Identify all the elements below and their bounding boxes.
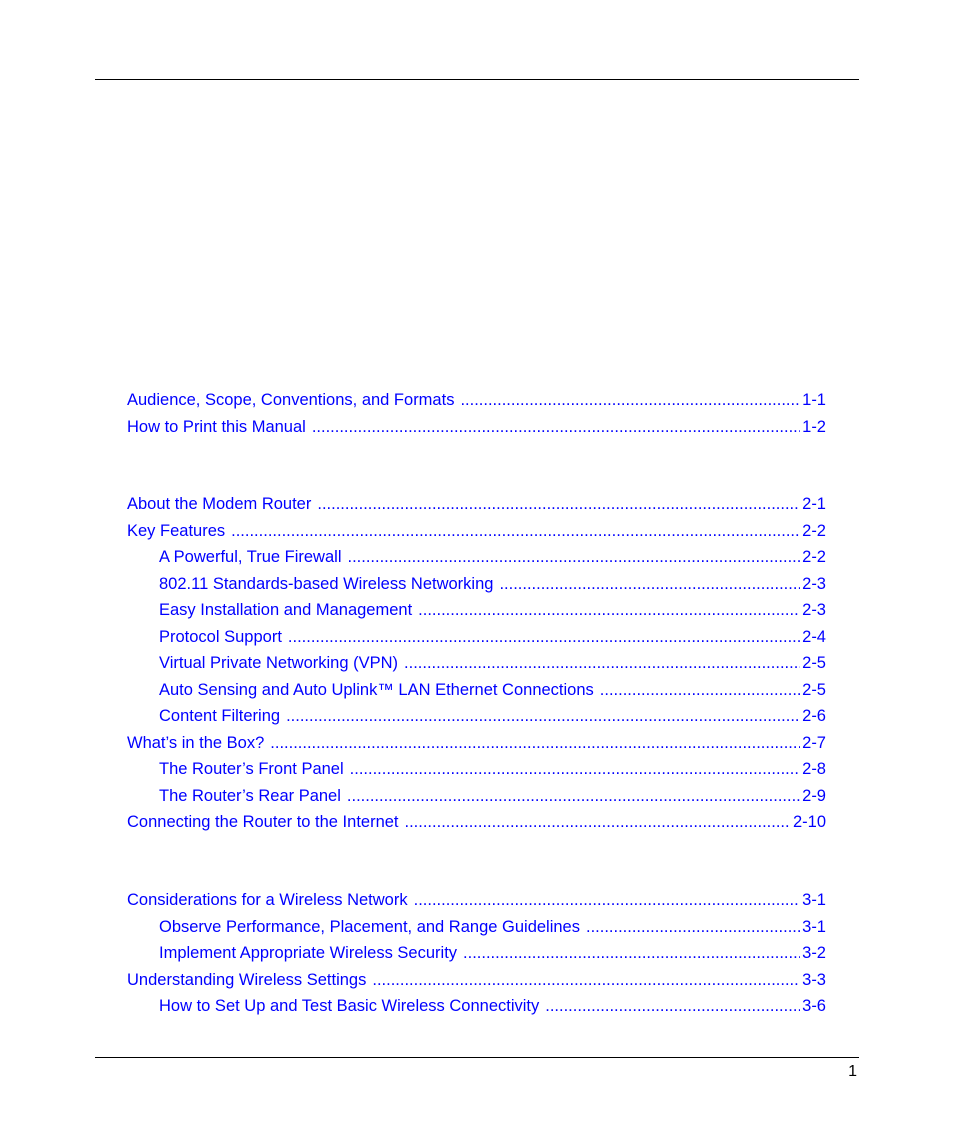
toc-entry-easy-installation[interactable] [159,600,826,620]
toc-entry-title: How to Print this Manual [127,418,306,436]
toc-entry-page: 2-3 [802,601,826,619]
toc-entry-title: Audience, Scope, Conventions, and Formats [127,391,455,409]
toc-entry-wireless-considerations[interactable] [127,890,826,910]
toc-entry-page: 2-3 [802,575,826,593]
toc-entry-title: Observe Performance, Placement, and Range Guidelines [159,918,580,936]
toc-entry-page: 2-5 [802,681,826,699]
dot-leader [286,706,800,726]
toc-entry-title: Considerations for a Wireless Network [127,891,408,909]
dot-leader [231,521,800,541]
dot-leader [312,417,800,437]
toc-entry-title: Key Features [127,522,226,540]
dot-leader [317,494,800,514]
toc-entry-audience-scope[interactable] [127,390,826,410]
dot-leader [404,653,800,673]
toc-entry-page: 2-4 [802,628,826,646]
toc-entry-page: 2-6 [802,707,826,725]
toc-entry-page: 3-3 [802,971,826,989]
toc-entry-title: Connecting the Router to the Internet [127,813,399,831]
dot-leader [545,996,800,1016]
toc-entry-title: About the Modem Router [127,495,312,513]
toc-entry-title: Easy Installation and Management [159,601,413,619]
dot-leader [600,680,800,700]
dot-leader [405,812,791,832]
toc-entry-page: 2-8 [802,760,826,778]
toc-entry-wireless-settings[interactable] [127,970,826,990]
toc-entry-whats-in-box[interactable] [127,733,826,753]
dot-leader [288,627,800,647]
toc-entry-title: What’s in the Box? [127,734,265,752]
dot-leader [270,733,800,753]
toc-entry-connecting-router[interactable] [127,812,826,832]
toc-entry-page: 2-1 [802,495,826,513]
toc-entry-title: Auto Sensing and Auto Uplink™ LAN Ethernet Connections [159,681,594,699]
toc-entry-key-features[interactable] [127,521,826,541]
dot-leader [460,390,800,410]
dot-leader [499,574,800,594]
toc-entry-title: Protocol Support [159,628,282,646]
dot-leader [347,786,800,806]
dot-leader [586,917,800,937]
toc-entry-page: 3-1 [802,918,826,936]
toc-entry-wireless-networking[interactable] [159,574,826,594]
toc-entry-page: 2-9 [802,787,826,805]
toc-entry-about-modem-router[interactable] [127,494,826,514]
toc-entry-protocol-support[interactable] [159,627,826,647]
toc-entry-title: The Router’s Rear Panel [159,787,341,805]
dot-leader [418,600,800,620]
toc-entry-page: 2-5 [802,654,826,672]
toc-entry-auto-sensing[interactable] [159,680,826,700]
toc-entry-title: Implement Appropriate Wireless Security [159,944,458,962]
toc-entry-vpn[interactable] [159,653,826,673]
toc-entry-title: How to Set Up and Test Basic Wireless Connectivity [159,997,540,1015]
dot-leader [372,970,800,990]
toc-entry-page: 3-2 [802,944,826,962]
toc-entry-firewall[interactable] [159,547,826,567]
toc-entry-front-panel[interactable] [159,759,826,779]
toc-entry-page: 1-2 [802,418,826,436]
toc-entry-title: Understanding Wireless Settings [127,971,367,989]
toc-entry-content-filtering[interactable] [159,706,826,726]
toc-entry-page: 3-1 [802,891,826,909]
toc-entry-page: 2-10 [792,813,826,831]
toc-entry-how-to-print[interactable] [127,417,826,437]
toc-entry-page: 1-1 [802,391,826,409]
toc-entry-title: The Router’s Front Panel [159,760,344,778]
toc-entry-title: 802.11 Standards-based Wireless Networking [159,575,494,593]
page-number: 1 [848,1063,857,1080]
toc-entry-performance-placement[interactable] [159,917,826,937]
toc-entry-title: Virtual Private Networking (VPN) [159,654,399,672]
footer-rule [95,1057,859,1058]
toc-entry-basic-connectivity[interactable] [159,996,826,1016]
toc-entry-title: Content Filtering [159,707,281,725]
dot-leader [347,547,800,567]
toc-entry-page: 2-2 [802,548,826,566]
dot-leader [463,943,800,963]
toc-entry-wireless-security[interactable] [159,943,826,963]
toc-entry-title: A Powerful, True Firewall [159,548,342,566]
toc-entry-rear-panel[interactable] [159,786,826,806]
dot-leader [350,759,800,779]
toc-entry-page: 2-7 [802,734,826,752]
toc-entry-page: 3-6 [802,997,826,1015]
toc-entry-page: 2-2 [802,522,826,540]
dot-leader [414,890,801,910]
